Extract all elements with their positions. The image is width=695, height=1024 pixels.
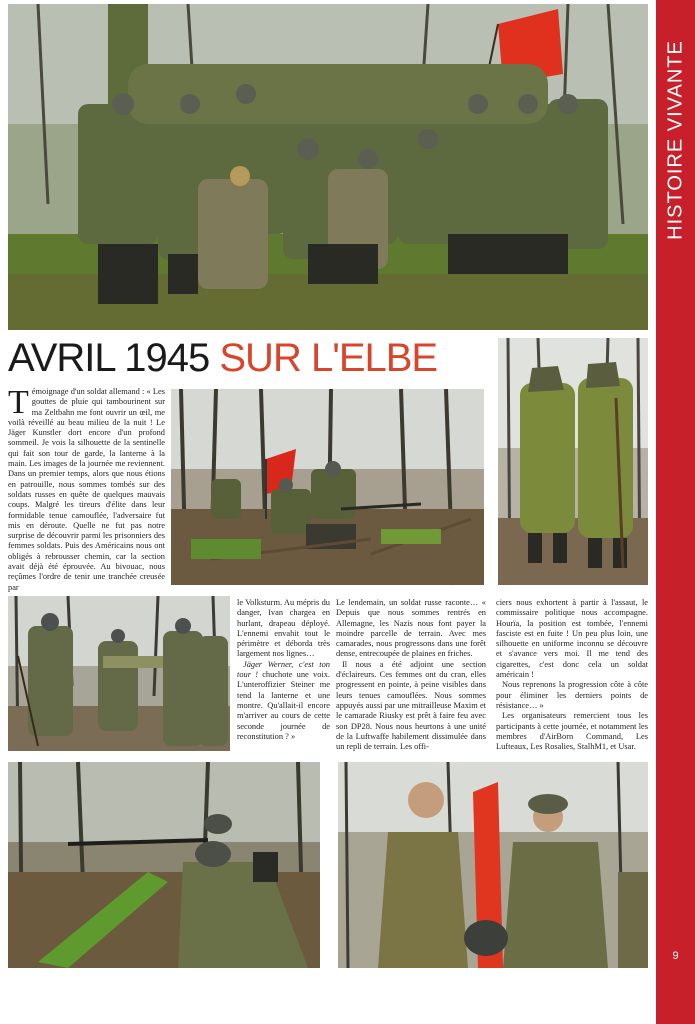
- column2-paragraph-2: chuchote une voix. L'unteroffizier Steiner me tend la lanterne et une montre. Qu'allait-il encore m'arriver au cours de cette seconde journée de reconstitution ? »: [237, 670, 330, 741]
- article-column-2: [237, 598, 330, 756]
- column3-paragraph-1: Le lendemain, un soldat russe raconte… « Depuis que nous sommes rentrés en Allemagne, les Nazis nous font payer la moindre parcelle de terrain. Avec mes camarades, nous progressons dans une forêt dense, entrecoupée de plaines en friches.: [336, 598, 486, 659]
- article-column-3: [336, 598, 486, 756]
- column3-paragraph-2: Il nous a été adjoint une section d'éclaireurs. Ces femmes ont du cran, elles progressent en pointe, à peine visibles dans leurs tenues camouflées. Nous sommes appuyés aussi par une mitrailleuse Maxim et le camarade Riusky est prêt à faire feu avec son DP28. Nous nous heurtons à une unité de la Luftwaffe habilement dissimulée dans un repli de terrain. Les offi-: [336, 659, 486, 752]
- photo-camouflaged-snipers: [498, 338, 648, 585]
- article-headline: [8, 336, 492, 380]
- photo-maxim-gun-red-flag: [171, 389, 484, 585]
- drop-cap: T: [8, 384, 29, 421]
- column4-paragraph-1: ciers nous exhortent à partir à l'assaut, le commissaire politique nous accompagne. Hourïa, la position est tombée, l'ennemi fasciste est en fuite ! Un peu plus loin, une silhouette en uniforme inconnu se découvre et s'avance vers moi. Il me tend des cigarettes, c'est donc cela un soldat américain !: [496, 598, 648, 680]
- headline-place: SUR L'ELBE: [219, 336, 438, 380]
- section-title: [660, 20, 692, 260]
- headline-date: AVRIL 1945: [8, 336, 220, 380]
- section-title-text: HISTOIRE VIVANTE: [664, 40, 687, 240]
- article-column-1: [8, 384, 165, 592]
- section-sidebar: [656, 0, 695, 1024]
- column4-paragraph-3: Les organisateurs remercient tous les participants à cette journée, et notamment les membres d'AirBorn Command, Les Lufteaux, Les Rosalies, StalhM1, et Usar.: [496, 711, 648, 752]
- column2-paragraph-1: le Volksturm. Au mépris du danger, Ivan chargea en hurlant, drapeau déployé. L'ennemi envahit tout le périmètre et déborda très largement nos lignes…: [237, 598, 330, 659]
- photo-soviet-american-meeting: [338, 762, 648, 968]
- photo-german-squad: [8, 596, 230, 751]
- column4-paragraph-2: Nous reprenons la progression côte à côte pour éliminer les derniers points de résistance… »: [496, 680, 648, 710]
- group-photo-reenactors: [8, 4, 648, 330]
- column2-italic-quote: Jäger Werner, c'est ton tour !: [237, 659, 330, 680]
- intro-text: émoignage d'un soldat allemand : « Les gouttes de pluie qui tambourinent sur ma Zeltbahn me font ouvrir un œil, me voilà réveillé au beau milieu de la nuit ! Le Jäger Kunstler dort encore d'un profond sommeil. Je vois la silhouette de la sentinelle qui fait son tour de garde, la lanterne à la main. Les images de la journée me reviennent. Dans un premier temps, alors que nous étions en patrouille, nous sommes tombés sur des soldats russes en quête de quelques mauvais coups. Malgré les tireurs d'élite dans leur formidable tenue camouflée, l'adversaire fut mis en déroute. Quelle ne fut pas notre surprise de découvrir parmi les prisonniers des femmes soldats. Puis des Américains nous ont obligés à rebrousser chemin, car la section avait déjà été éprouvée. Au bivouac, nous reçûmes l'ordre de tenir une tranchée creusée par: [8, 387, 165, 592]
- photo-machine-gun-nest: [8, 762, 320, 968]
- page-number: 9: [672, 950, 679, 962]
- article-column-4: [496, 598, 648, 756]
